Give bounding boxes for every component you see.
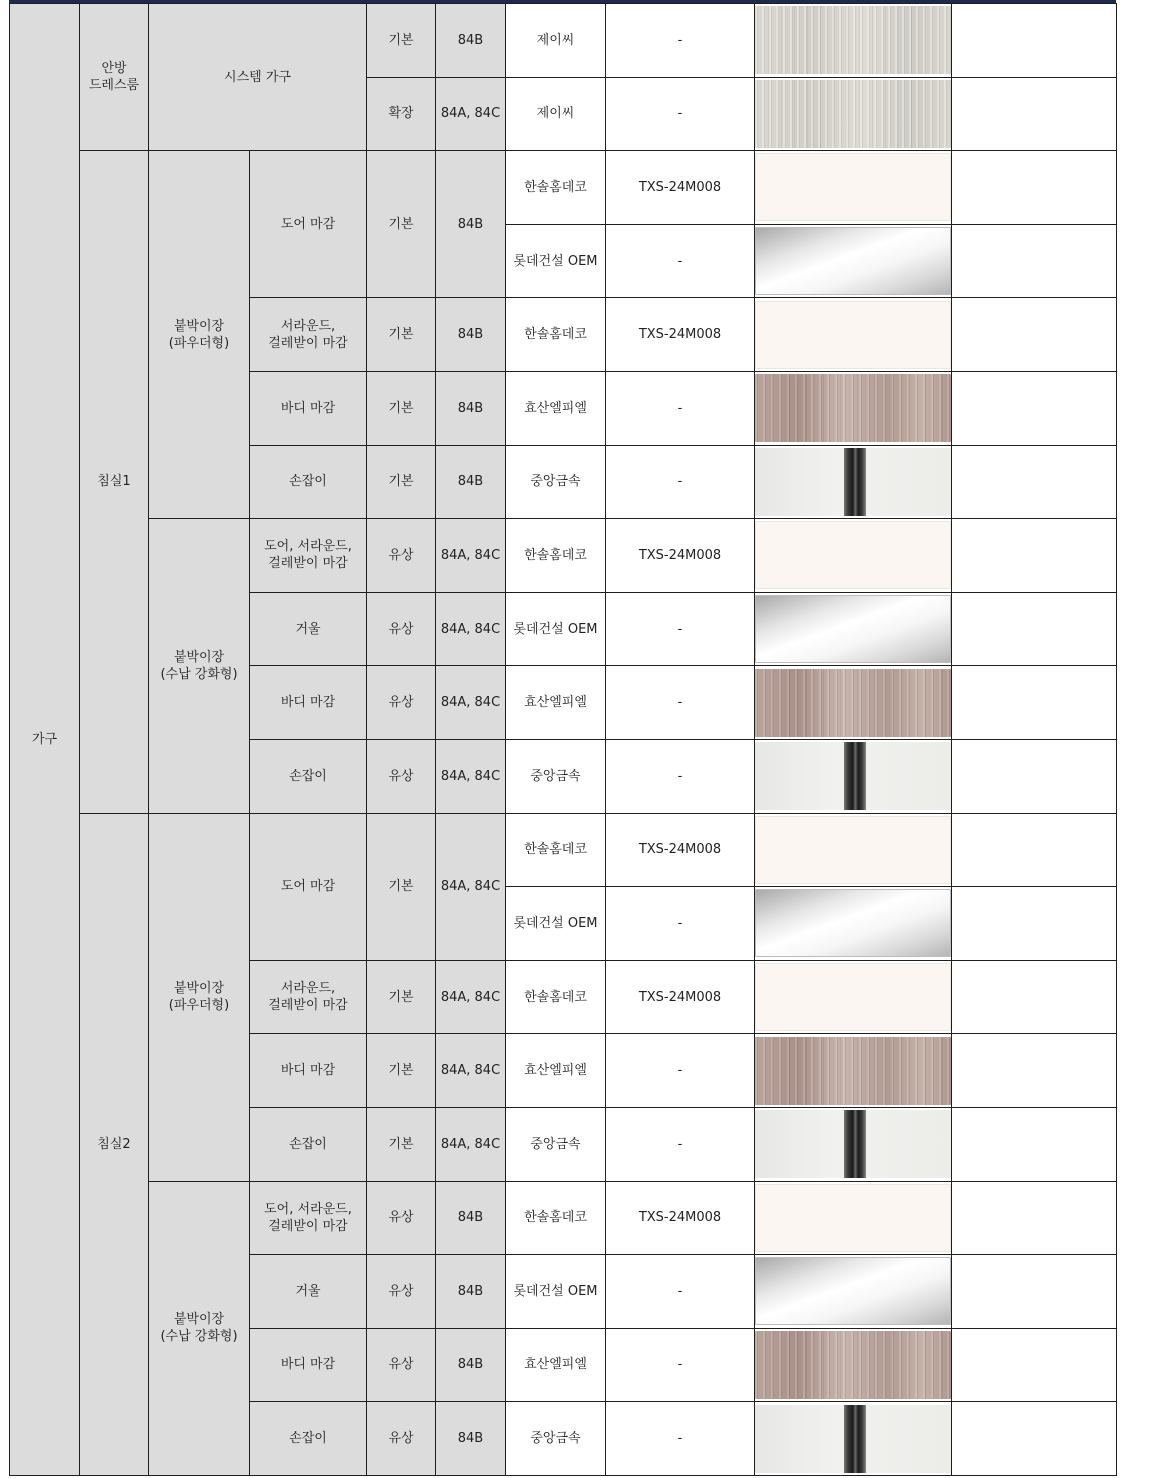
code-cell: - xyxy=(606,77,755,151)
part-cell: 바디 마감 xyxy=(250,371,367,445)
swatch-cell xyxy=(755,1328,952,1402)
item-cell-system: 시스템 가구 xyxy=(149,4,367,151)
code-cell: - xyxy=(606,1107,755,1181)
maker-cell: 효산엘피엘 xyxy=(506,371,606,445)
type-cell: 84B xyxy=(436,1181,506,1255)
note-cell xyxy=(952,224,1117,298)
code-cell: - xyxy=(606,1402,755,1476)
code-cell: - xyxy=(606,224,755,298)
maker-cell: 한솔홈데코 xyxy=(506,298,606,372)
option-cell: 유상 xyxy=(367,1328,436,1402)
part-cell: 도어, 서라운드, 걸레받이 마감 xyxy=(250,519,367,593)
type-cell: 84B xyxy=(436,1402,506,1476)
light-wood-swatch xyxy=(755,80,951,148)
code-cell: - xyxy=(606,1034,755,1108)
mirror-swatch xyxy=(755,889,951,957)
note-cell xyxy=(952,4,1117,78)
maker-cell: 롯데건설 OEM xyxy=(506,1255,606,1329)
maker-cell: 중앙금속 xyxy=(506,739,606,813)
part-cell: 도어 마감 xyxy=(250,151,367,298)
cream-swatch xyxy=(755,816,951,884)
table-row xyxy=(10,519,1117,593)
cream-swatch xyxy=(755,153,951,221)
part-cell: 거울 xyxy=(250,1255,367,1329)
item-cell-storage: 붙박이장 (수납 강화형) xyxy=(149,1181,250,1475)
room-cell-dressroom: 안방 드레스룸 xyxy=(80,4,149,151)
mirror-swatch xyxy=(755,1257,951,1325)
note-cell xyxy=(952,1402,1117,1476)
note-cell xyxy=(952,960,1117,1034)
type-cell: 84B xyxy=(436,1255,506,1329)
code-cell: TXS-24M008 xyxy=(606,813,755,887)
part-cell: 바디 마감 xyxy=(250,666,367,740)
option-cell: 기본 xyxy=(367,371,436,445)
maker-cell: 중앙금속 xyxy=(506,1107,606,1181)
swatch-cell xyxy=(755,813,952,887)
swatch-cell xyxy=(755,4,952,78)
option-cell: 기본 xyxy=(367,960,436,1034)
item-cell-powder: 붙박이장 (파우더형) xyxy=(149,813,250,1181)
note-cell xyxy=(952,1328,1117,1402)
option-cell: 유상 xyxy=(367,1255,436,1329)
swatch-cell xyxy=(755,739,952,813)
type-cell: 84A, 84C xyxy=(436,666,506,740)
table-row xyxy=(10,4,1117,78)
furniture-spec-table xyxy=(9,3,1117,1476)
part-cell: 바디 마감 xyxy=(250,1328,367,1402)
swatch-cell xyxy=(755,1402,952,1476)
handle-bar xyxy=(844,448,866,516)
swatch-cell xyxy=(755,224,952,298)
part-cell: 손잡이 xyxy=(250,1107,367,1181)
brown-wood-swatch xyxy=(755,1331,951,1399)
code-cell: TXS-24M008 xyxy=(606,519,755,593)
cream-swatch xyxy=(755,521,951,589)
maker-cell: 중앙금속 xyxy=(506,445,606,519)
type-cell: 84B xyxy=(436,1328,506,1402)
note-cell xyxy=(952,519,1117,593)
code-cell: - xyxy=(606,887,755,961)
swatch-cell xyxy=(755,1181,952,1255)
maker-cell: 한솔홈데코 xyxy=(506,813,606,887)
part-cell: 도어, 서라운드, 걸레받이 마감 xyxy=(250,1181,367,1255)
swatch-cell xyxy=(755,960,952,1034)
type-cell: 84A, 84C xyxy=(436,519,506,593)
part-cell: 도어 마감 xyxy=(250,813,367,960)
type-cell: 84A, 84C xyxy=(436,592,506,666)
item-cell-storage: 붙박이장 (수납 강화형) xyxy=(149,519,250,813)
option-cell: 유상 xyxy=(367,592,436,666)
table-row xyxy=(10,151,1117,225)
option-cell: 유상 xyxy=(367,519,436,593)
note-cell xyxy=(952,371,1117,445)
brown-wood-swatch xyxy=(755,374,951,442)
handle-bar xyxy=(844,1405,866,1473)
swatch-cell xyxy=(755,592,952,666)
category-cell: 가구 xyxy=(10,4,80,1476)
swatch-cell xyxy=(755,151,952,225)
part-cell: 서라운드, 걸레받이 마감 xyxy=(250,298,367,372)
part-cell: 바디 마감 xyxy=(250,1034,367,1108)
handle-swatch xyxy=(755,1405,951,1473)
swatch-cell xyxy=(755,519,952,593)
option-cell: 기본 xyxy=(367,1034,436,1108)
mirror-swatch xyxy=(755,595,951,663)
maker-cell: 한솔홈데코 xyxy=(506,1181,606,1255)
option-cell: 기본 xyxy=(367,151,436,298)
part-cell: 서라운드, 걸레받이 마감 xyxy=(250,960,367,1034)
code-cell: - xyxy=(606,371,755,445)
code-cell: TXS-24M008 xyxy=(606,298,755,372)
option-cell: 기본 xyxy=(367,1107,436,1181)
handle-bar xyxy=(844,742,866,810)
maker-cell: 한솔홈데코 xyxy=(506,960,606,1034)
light-wood-swatch xyxy=(755,6,951,74)
option-cell: 기본 xyxy=(367,813,436,960)
code-cell: - xyxy=(606,1328,755,1402)
code-cell: - xyxy=(606,1255,755,1329)
type-cell: 84B xyxy=(436,371,506,445)
swatch-cell xyxy=(755,371,952,445)
cream-swatch xyxy=(755,301,951,369)
type-cell: 84A, 84C xyxy=(436,813,506,960)
maker-cell: 한솔홈데코 xyxy=(506,151,606,225)
note-cell xyxy=(952,1255,1117,1329)
swatch-cell xyxy=(755,1107,952,1181)
part-cell: 거울 xyxy=(250,592,367,666)
type-cell: 84B xyxy=(436,298,506,372)
maker-cell: 롯데건설 OEM xyxy=(506,592,606,666)
maker-cell: 효산엘피엘 xyxy=(506,666,606,740)
handle-bar xyxy=(844,1110,866,1178)
note-cell xyxy=(952,592,1117,666)
table-row xyxy=(10,1181,1117,1255)
note-cell xyxy=(952,1107,1117,1181)
swatch-cell xyxy=(755,445,952,519)
note-cell xyxy=(952,77,1117,151)
type-cell: 84A, 84C xyxy=(436,1107,506,1181)
type-cell: 84B xyxy=(436,151,506,298)
option-cell: 기본 xyxy=(367,298,436,372)
handle-swatch xyxy=(755,1110,951,1178)
note-cell xyxy=(952,1181,1117,1255)
note-cell xyxy=(952,739,1117,813)
code-cell: - xyxy=(606,445,755,519)
maker-cell: 효산엘피엘 xyxy=(506,1328,606,1402)
code-cell: TXS-24M008 xyxy=(606,151,755,225)
note-cell xyxy=(952,445,1117,519)
handle-swatch xyxy=(755,742,951,810)
maker-cell: 효산엘피엘 xyxy=(506,1034,606,1108)
code-cell: - xyxy=(606,666,755,740)
room-cell-bed2: 침실2 xyxy=(80,813,149,1475)
code-cell: - xyxy=(606,4,755,78)
table-row xyxy=(10,813,1117,887)
cream-swatch xyxy=(755,963,951,1031)
maker-cell: 제이씨 xyxy=(506,77,606,151)
note-cell xyxy=(952,666,1117,740)
type-cell: 84B xyxy=(436,4,506,78)
type-cell: 84A, 84C xyxy=(436,77,506,151)
code-cell: - xyxy=(606,739,755,813)
swatch-cell xyxy=(755,1255,952,1329)
swatch-cell xyxy=(755,77,952,151)
maker-cell: 제이씨 xyxy=(506,4,606,78)
part-cell: 손잡이 xyxy=(250,445,367,519)
maker-cell: 한솔홈데코 xyxy=(506,519,606,593)
swatch-cell xyxy=(755,666,952,740)
maker-cell: 롯데건설 OEM xyxy=(506,887,606,961)
option-cell: 유상 xyxy=(367,1402,436,1476)
type-cell: 84B xyxy=(436,445,506,519)
brown-wood-swatch xyxy=(755,669,951,737)
note-cell xyxy=(952,887,1117,961)
item-cell-powder: 붙박이장 (파우더형) xyxy=(149,151,250,519)
type-cell: 84A, 84C xyxy=(436,1034,506,1108)
option-cell: 유상 xyxy=(367,666,436,740)
code-cell: TXS-24M008 xyxy=(606,960,755,1034)
note-cell xyxy=(952,1034,1117,1108)
option-cell: 유상 xyxy=(367,1181,436,1255)
part-cell: 손잡이 xyxy=(250,739,367,813)
note-cell xyxy=(952,813,1117,887)
option-cell: 기본 xyxy=(367,445,436,519)
swatch-cell xyxy=(755,298,952,372)
part-cell: 손잡이 xyxy=(250,1402,367,1476)
option-cell: 확장 xyxy=(367,77,436,151)
code-cell: - xyxy=(606,592,755,666)
cream-swatch xyxy=(755,1184,951,1252)
swatch-cell xyxy=(755,1034,952,1108)
handle-swatch xyxy=(755,448,951,516)
code-cell: TXS-24M008 xyxy=(606,1181,755,1255)
maker-cell: 롯데건설 OEM xyxy=(506,224,606,298)
option-cell: 기본 xyxy=(367,4,436,78)
maker-cell: 중앙금속 xyxy=(506,1402,606,1476)
type-cell: 84A, 84C xyxy=(436,739,506,813)
brown-wood-swatch xyxy=(755,1037,951,1105)
type-cell: 84A, 84C xyxy=(436,960,506,1034)
mirror-swatch xyxy=(755,227,951,295)
room-cell-bed1: 침실1 xyxy=(80,151,149,813)
note-cell xyxy=(952,298,1117,372)
swatch-cell xyxy=(755,887,952,961)
option-cell: 유상 xyxy=(367,739,436,813)
note-cell xyxy=(952,151,1117,225)
